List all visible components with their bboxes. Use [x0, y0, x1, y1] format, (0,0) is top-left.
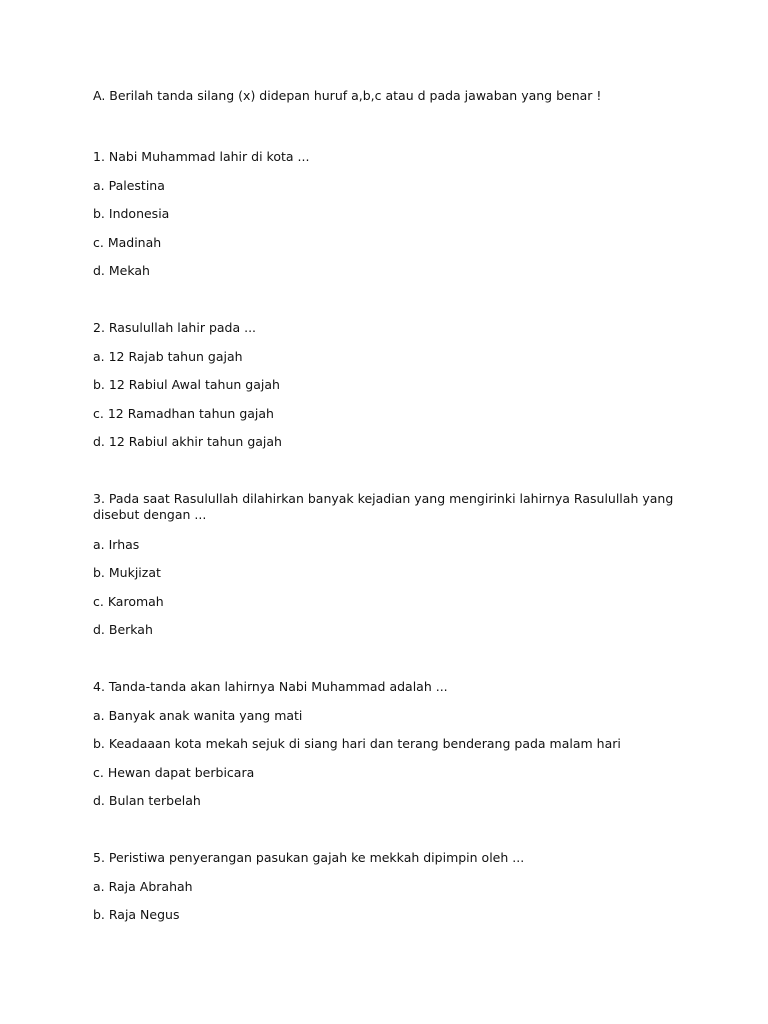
question-2-option-c: c. 12 Ramadhan tahun gajah — [93, 406, 274, 421]
question-1-option-a: a. Palestina — [93, 178, 165, 193]
question-4-text: 4. Tanda-tanda akan lahirnya Nabi Muhammad adalah ... — [93, 679, 448, 694]
question-2-text: 2. Rasulullah lahir pada ... — [93, 320, 257, 335]
question-3-option-c: c. Karomah — [93, 594, 164, 609]
question-3-option-b: b. Mukjizat — [93, 565, 161, 580]
question-4-option-c: c. Hewan dapat berbicara — [93, 765, 255, 780]
question-5-text: 5. Peristiwa penyerangan pasukan gajah ke mekkah dipimpin oleh ... — [93, 850, 525, 865]
question-2-option-d: d. 12 Rabiul akhir tahun gajah — [93, 434, 282, 449]
question-4-option-d: d. Bulan terbelah — [93, 793, 201, 808]
question-3-option-a: a. Irhas — [93, 537, 140, 552]
question-2-option-b: b. 12 Rabiul Awal tahun gajah — [93, 377, 280, 392]
question-3-text: 3. Pada saat Rasulullah dilahirkan banyak kejadian yang mengirinki lahirnya Rasulullah yang disebut dengan ... — [93, 491, 674, 522]
question-5-option-b: b. Raja Negus — [93, 907, 180, 922]
instruction-text: A. Berilah tanda silang (x) didepan huruf a,b,c atau d pada jawaban yang benar ! — [93, 88, 602, 103]
question-1-text: 1. Nabi Muhammad lahir di kota ... — [93, 149, 310, 164]
question-2-option-a: a. 12 Rajab tahun gajah — [93, 349, 243, 364]
question-3-option-d: d. Berkah — [93, 622, 153, 637]
question-4-option-a: a. Banyak anak wanita yang mati — [93, 708, 303, 723]
worksheet-page — [93, 0, 713, 1024]
question-1-option-c: c. Madinah — [93, 235, 162, 250]
question-5-option-a: a. Raja Abrahah — [93, 879, 193, 894]
question-1-option-b: b. Indonesia — [93, 206, 170, 221]
question-1-option-d: d. Mekah — [93, 263, 150, 278]
question-4-option-b: b. Keadaaan kota mekah sejuk di siang hari dan terang benderang pada malam hari — [93, 736, 621, 751]
